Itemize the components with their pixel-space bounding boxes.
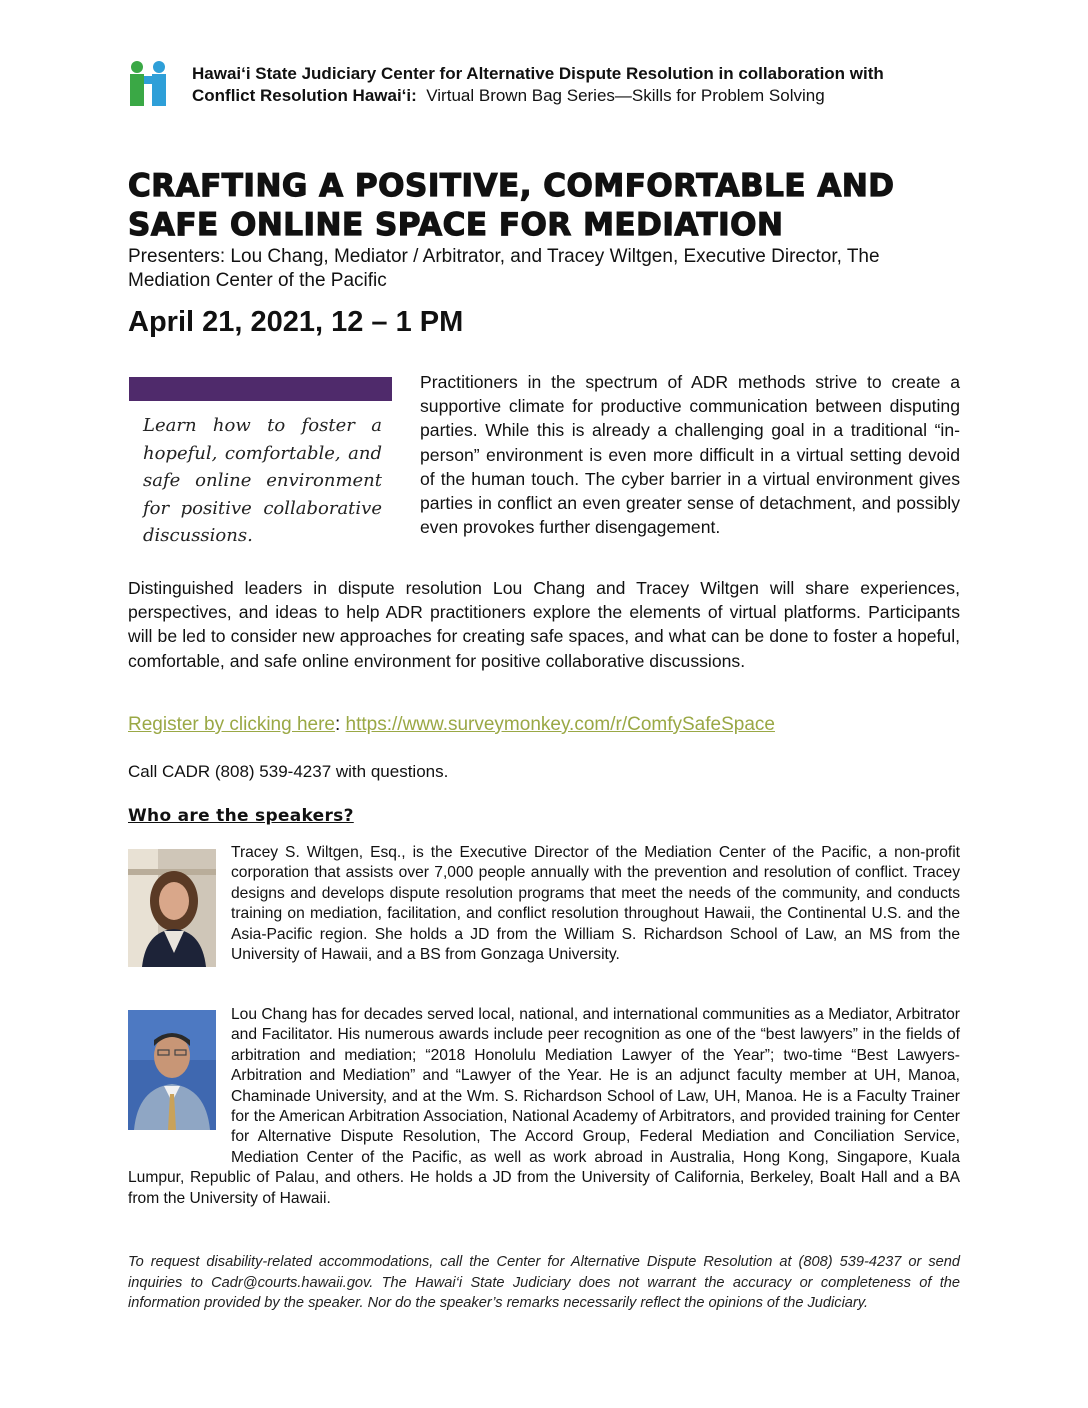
footer-disclaimer: To request disability-related accommodations, call the Center for Alternative Dispute Resolution at (808) 539-4237 or send inquiries to Cadr@courts.hawaii.gov. The Hawai‘i State Judiciary does not warrant the accuracy or completeness of the information provided by the speaker. Nor do the speaker’s remarks necessarily reflect the opinions of the Judiciary.	[128, 1254, 960, 1312]
tracey-wiltgen-photo	[128, 849, 216, 967]
accent-bar	[129, 377, 392, 401]
header-line-2	[192, 86, 825, 106]
photo-spacer	[128, 1005, 231, 1149]
lou-chang-bio: Lou Chang has for decades served local, national, and international communities as a Mediator, Arbitrator and Facilitator. His numerous awards include peer recognition as one of the “best lawyers” in the fields of arbitration and mediation; “2018 Honolulu Mediation Lawyer of the Year”; two-time “Best Lawyers-Arbitration and Mediation” and “Lawyer of the Year. He is an adjunct faculty member at UH, Manoa, Chaminade University, and at the Wm. S. Richardson School of Law, UH, Manoa. He is a Faculty Trainer for the American Arbitration Association, National Academy of Arbitrators, and provided training for Center for Alternative Dispute Resolution, The Accord Group, Federal Mediation and Conciliation Service, Mediation Center of the Pacific, as well as work abroad in Australia, Hong Kong, Singapore, Kuala Lumpur, Republic of Palau, and others. He holds a JD from the University of California, Berkeley, Boalt Hall and a BA from the University of Hawaii.	[128, 1006, 960, 1207]
header-org: Conflict Resolution Hawai‘i:	[192, 86, 417, 105]
lou-chang-bio-block	[128, 1005, 960, 1209]
body-paragraph: Distinguished leaders in dispute resolution Lou Chang and Tracey Wiltgen will share experiences, perspectives, and ideas to help ADR practitioners explore the elements of virtual platforms. Participants will be led to consider new approaches for creating safe spaces, and what can be done to foster a hopeful, comfortable, and safe online environment for positive collaborative discussions.	[128, 578, 960, 671]
speakers-heading: Who are the speakers?	[128, 806, 354, 826]
register-line	[128, 714, 775, 736]
event-date: April 21, 2021, 12 – 1 PM	[128, 306, 464, 338]
register-separator: :	[334, 714, 341, 735]
presenters-text: Presenters: Lou Chang, Mediator / Arbitrator, and Tracey Wiltgen, Executive Director, The Mediation Center of the Pacific	[128, 246, 880, 291]
register-url-link[interactable]: https://www.surveymonkey.com/r/ComfySafeSpace	[345, 714, 775, 735]
intro-paragraph: Practitioners in the spectrum of ADR methods strive to create a supportive climate for productive communication between disputing parties. While this is already a challenging goal in a traditional “in-person” environment is even more difficult in a virtual setting devoid of the human touch. The cyber barrier in a virtual environment gives parties in conflict an even greater sense of detachment, and possibly even provokes further disengagement.	[420, 372, 960, 538]
judiciary-logo-icon	[128, 60, 174, 106]
page-title-line-1: CRAFTING A POSITIVE, COMFORTABLE AND	[128, 168, 895, 204]
header-series: Virtual Brown Bag Series—Skills for Problem Solving	[426, 86, 825, 105]
page-title-line-2: SAFE ONLINE SPACE FOR MEDIATION	[128, 207, 784, 243]
call-info: Call CADR (808) 539-4237 with questions.	[128, 762, 449, 781]
header-line-1: Hawai‘i State Judiciary Center for Alternative Dispute Resolution in collaboration with	[192, 64, 884, 83]
tracey-wiltgen-bio: Tracey S. Wiltgen, Esq., is the Executive Director of the Mediation Center of the Pacific, a non-profit corporation that assists over 7,000 people annually with the prevention and resolution of conflict. Tracey designs and develops dispute resolution programs that meet the needs of the community, and conducts training on mediation, facilitation, and conflict resolution throughout Hawaii, the Continental U.S. and the Asia-Pacific region. She holds a JD from the William S. Richardson School of Law, an MS from the University of Hawaii, and a BS from Gonzaga University.	[231, 844, 960, 964]
pull-quote: Learn how to foster a hopeful, comfortable, and safe online environment for positive collaborative discussions.	[143, 415, 382, 546]
register-link[interactable]: Register by clicking here	[128, 714, 335, 735]
